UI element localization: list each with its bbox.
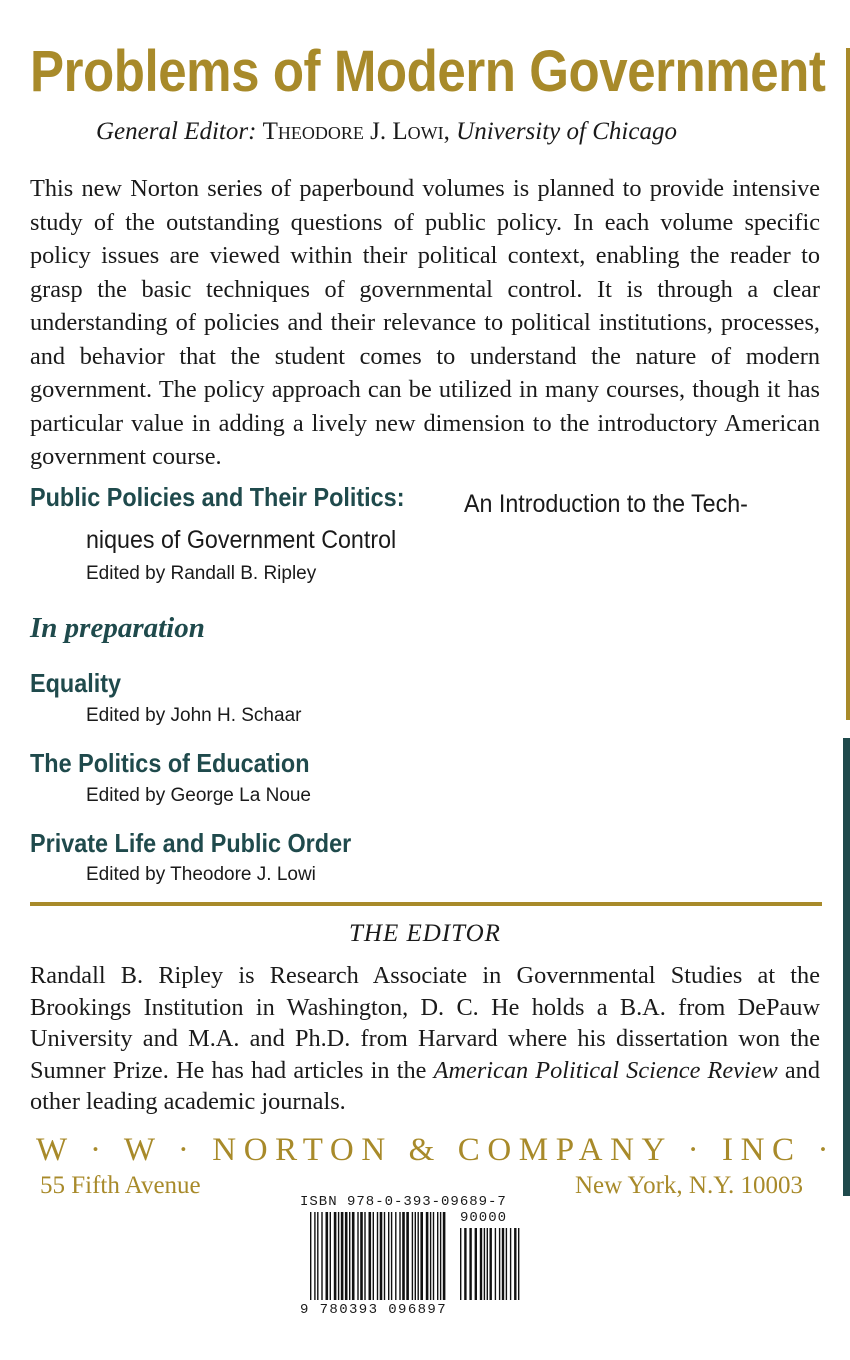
page-title: Problems of Modern Government: [30, 39, 826, 104]
journal-name: American Political Science Review: [433, 1056, 778, 1084]
prep-book-title: Private Life and Public Order: [30, 828, 352, 858]
section-divider: [30, 902, 822, 906]
isbn-barcode: [300, 1194, 530, 1324]
isbn-label: ISBN 978-0-393-09689-7: [300, 1194, 507, 1210]
editor-bio: [30, 960, 820, 1118]
general-editor-prefix: General Editor:: [96, 118, 257, 145]
featured-book-subtitle-line2: niques of Government Control: [86, 526, 397, 554]
prep-book-title: The Politics of Education: [30, 748, 310, 778]
price-code-label: 90000: [460, 1210, 508, 1226]
featured-book-title: Public Policies and Their Politics:: [30, 482, 405, 512]
featured-book-editor: Edited by Randall B. Ripley: [86, 563, 317, 584]
publisher-city: New York, N.Y. 10003: [575, 1172, 804, 1199]
publisher-name: W · W · NORTON & COMPANY · INC ·: [36, 1132, 837, 1168]
ean-digits: 9 780393 096897: [300, 1302, 448, 1318]
featured-book-subtitle-line1: An Introduction to the Tech-: [464, 490, 748, 518]
general-editor-line: [96, 118, 677, 146]
editor-bio-text: and other leading academic journals.: [30, 1056, 820, 1115]
editor-section-heading: THE EDITOR: [349, 920, 501, 947]
spine-accent-teal: [843, 738, 850, 1196]
publisher-street: 55 Fifth Avenue: [40, 1172, 201, 1199]
series-description: This new Norton series of paperbound volumes is planned to provide intensive study of the outstanding questions of public policy. In each volume specific policy issues are viewed within their political context, enabling the reader to grasp the basic techniques of governmental control. It is through a clear understanding of policies and their relevance to political institutions, processes, and behavior that the student comes to understand the nature of modern government. The policy approach can be utilized in many courses, though it has particular value in adding a lively new dimension to the introductory American government course.: [30, 175, 820, 470]
prep-book-editor: Edited by John H. Schaar: [86, 705, 302, 726]
prep-book-editor: Edited by Theodore J. Lowi: [86, 864, 316, 885]
barcode-bars-icon: [300, 1212, 530, 1302]
editor-bio-text: Randall B. Ripley is Research Associate in Governmental Studies at the Brookings Institution in Washington, D. C. He holds a B.A. from DePauw University and M.A. and Ph.D. from Harvard where his dissertation won the Sumner Prize. He has had articles in the: [30, 962, 820, 1084]
general-editor-affiliation: University of Chicago: [456, 118, 677, 145]
in-preparation-heading: In preparation: [30, 612, 205, 644]
general-editor-name: Theodore J. Lowi,: [262, 118, 450, 145]
prep-book-editor: Edited by George La Noue: [86, 785, 311, 806]
prep-book-title: Equality: [30, 668, 122, 698]
spine-accent-gold: [846, 48, 850, 720]
